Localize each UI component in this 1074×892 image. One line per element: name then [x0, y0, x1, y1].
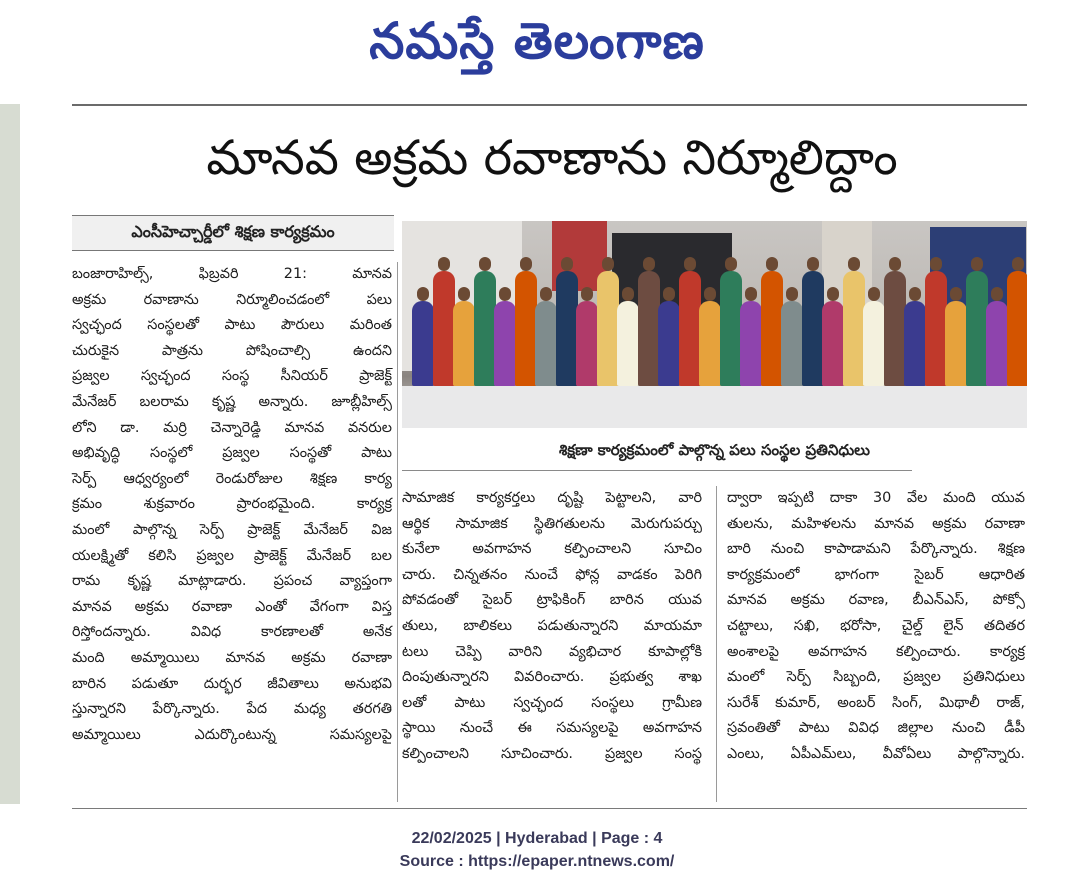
article-line: సామాజిక కార్యకర్తలు దృష్టి పెట్టాలని, వారి — [402, 490, 702, 506]
article-headline: మానవ అక్రమ రవాణాను నిర్మూలిద్దాం — [206, 130, 898, 186]
photo-person-head — [848, 257, 860, 271]
photo-person — [884, 271, 906, 386]
photo-person-head — [561, 257, 573, 271]
photo-caption: శిక్షణా కార్యక్రమంలో పాల్గొన్న పలు సంస్థల ప్రతినిధులు — [558, 441, 870, 459]
article-column-3 — [727, 486, 1025, 768]
photo-person-head — [950, 287, 962, 301]
newspaper-masthead: నమస్తే తెలంగాణ — [369, 11, 705, 70]
photo-person — [781, 301, 803, 386]
article-line: అభివృద్ధి సంస్థలో ప్రజ్వల సంస్థతో పాటు — [72, 445, 392, 462]
article-line: దింపుతున్నారని వివరించారు. ప్రభుత్వ శాఖ — [402, 669, 702, 686]
column-divider-2 — [716, 486, 717, 802]
article-line: ప్రజ్వల స్వచ్ఛంద సంస్థ సీనియర్ ప్రాజెక్ట్ — [72, 368, 392, 385]
photo-person-head — [704, 287, 716, 301]
photo-person — [474, 271, 496, 386]
photo-person-head — [499, 287, 511, 301]
article-line: బారిన పడుతూ దుర్భర జీవితాలు అనుభవి — [72, 675, 392, 692]
subheadline-box — [72, 215, 394, 251]
footer-date-location: 22/02/2025 | Hyderabad | Page : 4 — [411, 830, 663, 847]
page-edge-strip — [0, 104, 20, 804]
article-line: మేనేజర్ బలరామ కృష్ణ అన్నారు. జూబ్లీహిల్స్ — [72, 393, 392, 410]
article-line: కునేలా అవగాహన కల్పించాలని సూచిం — [402, 541, 702, 558]
article-line: మానవ అక్రమ రవాణ, బీఎన్ఎస్, పోక్సో — [727, 592, 1025, 609]
article-line: లోని డా. మర్రి చెన్నారెడ్డి మానవ వనరుల — [72, 419, 392, 436]
article-line: చురుకైన పాత్రను పోషించాల్సి ఉందని — [72, 342, 392, 359]
photo-person-head — [458, 287, 470, 301]
article-line: సెర్ప్ ఆధ్వర్యంలో రెండురోజుల శిక్షణ కార్య — [72, 470, 392, 487]
photo-person-head — [438, 257, 450, 271]
photo-person — [843, 271, 865, 386]
article-line: అంశాలపై అవగాహన కల్పించారు. కార్యక్ర — [727, 643, 1025, 660]
footer-source: Source : https://epaper.ntnews.com/ — [399, 853, 675, 870]
article-line: మంది అమ్మాయిలు మానవ అక్రమ రవాణా — [72, 649, 392, 666]
article-line: రామ కృష్ణ మాట్లాడారు. ప్రపంచ వ్యాప్తంగా — [72, 573, 392, 590]
article-line: చట్టాలు, సఖి, భరోసా, చైల్డ్ లైన్ తదితర — [727, 617, 1025, 634]
photo-person — [720, 271, 742, 386]
article-line: బంజారాహిల్స్, ఫిబ్రవరి 21: మానవ — [72, 266, 392, 282]
article-line: అక్రమ రవాణాను నిర్మూలించడంలో పలు — [72, 291, 392, 308]
photo-person — [535, 301, 557, 386]
photo-person-head — [991, 287, 1003, 301]
photo-person — [453, 301, 475, 386]
photo-person — [515, 271, 537, 386]
article-line: అమ్మాయిలు ఎదుర్కొంటున్న సమస్యలపై — [72, 726, 392, 743]
photo-person-head — [909, 287, 921, 301]
photo-person-head — [540, 287, 552, 301]
photo-person-head — [643, 257, 655, 271]
article-subheadline: ఎంసీహెచ్చార్డీలో శిక్షణ కార్యక్రమం — [131, 222, 335, 241]
photo-person — [945, 301, 967, 386]
photo-person — [412, 301, 434, 386]
article-line: మంలో సెర్ప్ సిబ్బంది, ప్రజ్వల ప్రతినిధులు — [727, 669, 1025, 686]
photo-person — [617, 301, 639, 386]
article-line: మానవ అక్రమ రవాణా ఎంతో వేగంగా విస్త — [72, 598, 392, 615]
column-divider-1 — [397, 262, 398, 802]
photo-person-head — [807, 257, 819, 271]
article-line: స్రవంతితో పాటు వివిధ జిల్లాల నుంచి డీపీ — [727, 720, 1025, 737]
article-line: మంలో పాల్గొన్న సెర్ప్ ప్రాజెక్ట్ మేనేజర్ విజ — [72, 521, 392, 538]
photo-person — [494, 301, 516, 386]
article-column-1 — [72, 262, 392, 748]
photo-person-head — [581, 287, 593, 301]
photo-person — [966, 271, 988, 386]
photo-person — [802, 271, 824, 386]
photo-person — [658, 301, 680, 386]
photo-person — [597, 271, 619, 386]
photo-person — [986, 301, 1008, 386]
photo-person-head — [745, 287, 757, 301]
photo-person-head — [725, 257, 737, 271]
photo-person — [556, 271, 578, 386]
photo-person-head — [602, 257, 614, 271]
article-line: తులు, బాలికలు పడుతున్నారని మాయమా — [402, 617, 702, 634]
article-line: స్థాయి నుంచే ఈ సమస్యలపై అవగాహన — [402, 720, 702, 737]
article-line: స్తున్నారని పేర్కొన్నారు. పేద మధ్య తరగతి — [72, 701, 392, 718]
photo-person — [1007, 271, 1028, 386]
article-column-2 — [402, 486, 702, 768]
photo-conference-table — [402, 386, 1027, 428]
photo-person-head — [889, 257, 901, 271]
photo-person — [433, 271, 455, 386]
photo-person-head — [971, 257, 983, 271]
photo-person-head — [417, 287, 429, 301]
article-line: స్వచ్ఛంద సంస్థలతో పాటు పౌరులు మరింత — [72, 317, 392, 334]
article-line: యలక్ష్మితో కలిసి ప్రజ్వల ప్రాజెక్ట్ మేనేజర్ బల — [72, 547, 392, 564]
photo-person — [740, 301, 762, 386]
article-line: సురేశ్ కుమార్, అంబర్ సింగ్, మిథాలీ రాజ్, — [727, 694, 1025, 711]
article-line: టలు చెప్పి వారిని వ్యభిచార కూపాల్లోకి — [402, 643, 702, 660]
photo-person — [822, 301, 844, 386]
photo-person — [863, 301, 885, 386]
photo-person — [761, 271, 783, 386]
article-line: చారు. చిన్నతనం నుంచే ఫోన్ల వాడకం పెరిగి — [402, 566, 702, 583]
article-line: తులను, మహిళలను మానవ అక్రమ రవాణా — [727, 515, 1025, 532]
article-line: రిస్తోందన్నారు. వివిధ కారణాలతో అనేక — [72, 624, 392, 641]
photo-person-head — [766, 257, 778, 271]
photo-person — [576, 301, 598, 386]
photo-person — [904, 301, 926, 386]
photo-person-head — [827, 287, 839, 301]
photo-person-head — [520, 257, 532, 271]
article-line: లతో పాటు స్వచ్ఛంద సంస్థలు గ్రామీణ — [402, 694, 702, 711]
photo-person-head — [684, 257, 696, 271]
photo-person-head — [868, 287, 880, 301]
article-line: పోవడంతో సైబర్ ట్రాఫికింగ్ బారిన యువ — [402, 592, 702, 609]
photo-person-head — [930, 257, 942, 271]
photo-person-head — [786, 287, 798, 301]
bottom-rule — [72, 808, 1027, 809]
photo-person — [925, 271, 947, 386]
article-line: ద్వారా ఇప్పటి దాకా 30 వేల మంది యువ — [727, 490, 1025, 506]
article-line: కల్పించాలని సూచించారు. ప్రజ్వల సంస్థ — [402, 745, 702, 762]
caption-rule — [402, 470, 912, 471]
photo-person-head — [663, 287, 675, 301]
photo-person-head — [622, 287, 634, 301]
top-rule — [72, 104, 1027, 106]
article-line: ఆర్థిక సామాజిక స్థితిగతులను మెరుగుపర్చు — [402, 515, 702, 532]
article-line: క్రమం శుక్రవారం ప్రారంభమైంది. కార్యక్ర — [72, 496, 392, 513]
photo-person — [638, 271, 660, 386]
photo-person — [699, 301, 721, 386]
photo-person — [679, 271, 701, 386]
article-line: బారి నుంచి కాపాడామని పేర్కొన్నారు. శిక్షణ — [727, 541, 1025, 558]
photo-person-head — [479, 257, 491, 271]
article-line: కార్యక్రమంలో భాగంగా సైబర్ ఆధారిత — [727, 566, 1025, 583]
photo-person-head — [1012, 257, 1024, 271]
article-photo — [402, 221, 1027, 428]
article-line: ఎంలు, ఏపీఎమ్‌లు, వీవోఏలు పాల్గొన్నారు. — [727, 745, 1025, 762]
